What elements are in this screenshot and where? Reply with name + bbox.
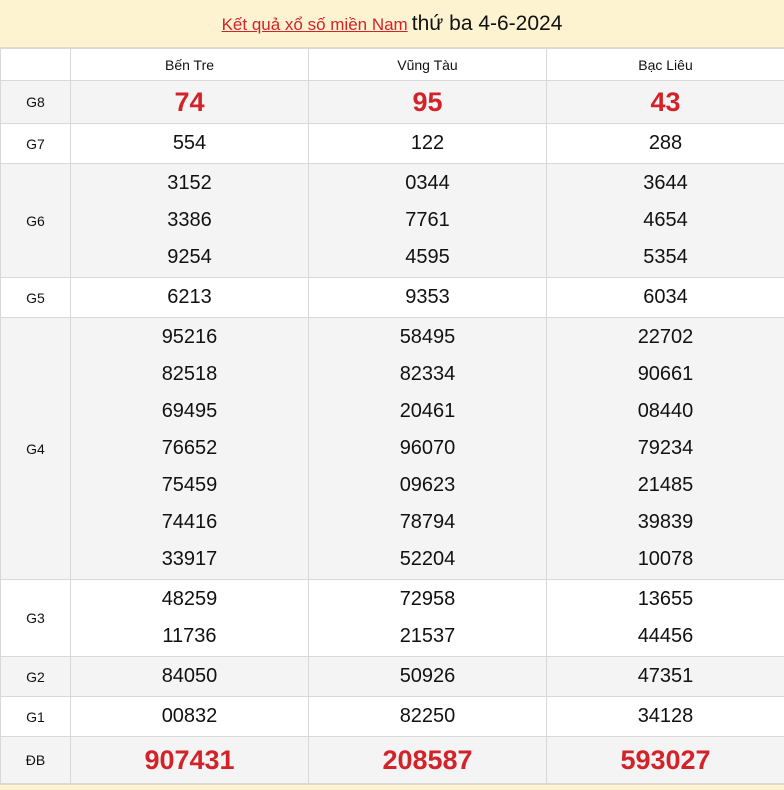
result-date: thứ ba 4-6-2024 (411, 11, 563, 35)
prize-cell-db-vung-tau (309, 737, 547, 784)
prize-label-g6: G6 (1, 164, 71, 278)
prize-number: 593027 (620, 745, 711, 775)
prize-cell-g3-bac-lieu (547, 580, 784, 657)
prize-number: 52204 (399, 548, 456, 570)
prize-number: 3644 (643, 172, 688, 194)
prize-number: 6213 (167, 286, 212, 308)
lottery-results-table (0, 48, 784, 784)
prize-cell-g1-bac-lieu (547, 697, 784, 737)
prize-number: 82334 (399, 363, 456, 385)
prize-label-g4: G4 (1, 318, 71, 580)
page-title (222, 12, 563, 36)
prize-number: 75459 (161, 474, 218, 496)
prize-label-g5: G5 (1, 278, 71, 318)
prize-number: 10078 (637, 548, 694, 570)
prize-number: 0344 (405, 172, 450, 194)
prize-cell-g1-ben-tre (71, 697, 309, 737)
prize-cell-g2-vung-tau (309, 657, 547, 697)
prize-number: 79234 (637, 437, 694, 459)
prize-cell-g4-vung-tau (309, 318, 547, 580)
prize-number: 907431 (144, 745, 235, 775)
prize-cell-g2-bac-lieu (547, 657, 784, 697)
prize-cell-g2-ben-tre (71, 657, 309, 697)
prize-number: 47351 (637, 665, 694, 687)
prize-number: 554 (172, 132, 207, 154)
prize-number: 3386 (167, 209, 212, 231)
table-row (1, 580, 784, 657)
prize-cell-g5-ben-tre (71, 278, 309, 318)
prize-number: 39839 (637, 511, 694, 533)
prize-number: 7761 (405, 209, 450, 231)
prize-number: 78794 (399, 511, 456, 533)
table-row (1, 318, 784, 580)
prize-number: 3152 (167, 172, 212, 194)
prize-cell-g6-ben-tre (71, 164, 309, 278)
prize-label-g2: G2 (1, 657, 71, 697)
prize-cell-g3-ben-tre (71, 580, 309, 657)
prize-number: 34128 (637, 705, 694, 727)
table-row (1, 81, 784, 124)
prize-cell-g4-ben-tre (71, 318, 309, 580)
prize-number: 44456 (637, 625, 694, 647)
prize-number: 58495 (399, 326, 456, 348)
prize-label-g1: G1 (1, 697, 71, 737)
prize-number: 11736 (162, 625, 217, 647)
prize-number: 96070 (399, 437, 456, 459)
table-row (1, 737, 784, 784)
prize-cell-g8-vung-tau (309, 81, 547, 124)
table-row (1, 278, 784, 318)
prize-cell-g1-vung-tau (309, 697, 547, 737)
prize-number: 95 (412, 87, 443, 117)
table-header (1, 49, 784, 81)
prize-label-g3: G3 (1, 580, 71, 657)
prize-cell-db-ben-tre (71, 737, 309, 784)
page-title-bar (0, 0, 784, 48)
prize-cell-g5-bac-lieu (547, 278, 784, 318)
prize-number: 21485 (637, 474, 694, 496)
table-row (1, 164, 784, 278)
prize-number: 82518 (161, 363, 218, 385)
prize-cell-g8-ben-tre (71, 81, 309, 124)
prize-number: 90661 (637, 363, 694, 385)
prize-number: 74416 (161, 511, 218, 533)
prize-number: 21537 (399, 625, 456, 647)
prize-number: 00832 (161, 705, 218, 727)
table-row (1, 697, 784, 737)
prize-number: 82250 (399, 705, 456, 727)
prize-cell-g7-vung-tau (309, 124, 547, 164)
prize-number: 20461 (399, 400, 456, 422)
prize-number: 84050 (161, 665, 218, 687)
prize-cell-g6-bac-lieu (547, 164, 784, 278)
province-header-ben-tre[interactable]: Bến Tre (71, 49, 309, 81)
prize-number: 95216 (161, 326, 218, 348)
table-header-row (1, 49, 784, 81)
prize-number: 72958 (399, 588, 456, 610)
prize-number: 5354 (643, 246, 688, 268)
province-header-bac-lieu[interactable]: Bạc Liêu (547, 49, 784, 81)
prize-number: 76652 (161, 437, 218, 459)
prize-number: 43 (650, 87, 681, 117)
prize-number: 50926 (399, 665, 456, 687)
table-row (1, 124, 784, 164)
table-body (1, 81, 784, 784)
prize-cell-g7-bac-lieu (547, 124, 784, 164)
prize-cell-g7-ben-tre (71, 124, 309, 164)
prize-cell-g4-bac-lieu (547, 318, 784, 580)
prize-number: 122 (410, 132, 445, 154)
prize-number: 288 (648, 132, 683, 154)
prize-cell-g6-vung-tau (309, 164, 547, 278)
prize-number: 13655 (637, 588, 694, 610)
province-header-vung-tau[interactable]: Vũng Tàu (309, 49, 547, 81)
prize-number: 74 (174, 87, 205, 117)
footer-strip (0, 784, 784, 790)
prize-number: 48259 (161, 588, 218, 610)
table-row (1, 657, 784, 697)
prize-cell-g3-vung-tau (309, 580, 547, 657)
prize-number: 4654 (643, 209, 688, 231)
prize-number: 9254 (167, 246, 212, 268)
prize-label-db: ĐB (1, 737, 71, 784)
lottery-region-link[interactable]: Kết quả xổ số miền Nam (221, 14, 408, 34)
prize-number: 9353 (405, 286, 450, 308)
prize-number: 6034 (643, 286, 688, 308)
prize-number: 08440 (637, 400, 694, 422)
prize-label-g7: G7 (1, 124, 71, 164)
header-corner-cell (1, 49, 71, 81)
prize-cell-db-bac-lieu (547, 737, 784, 784)
prize-number: 22702 (637, 326, 694, 348)
prize-number: 09623 (399, 474, 456, 496)
prize-number: 208587 (382, 745, 473, 775)
prize-label-g8: G8 (1, 81, 71, 124)
prize-cell-g5-vung-tau (309, 278, 547, 318)
prize-number: 33917 (161, 548, 218, 570)
prize-cell-g8-bac-lieu (547, 81, 784, 124)
prize-number: 69495 (161, 400, 218, 422)
prize-number: 4595 (405, 246, 450, 268)
